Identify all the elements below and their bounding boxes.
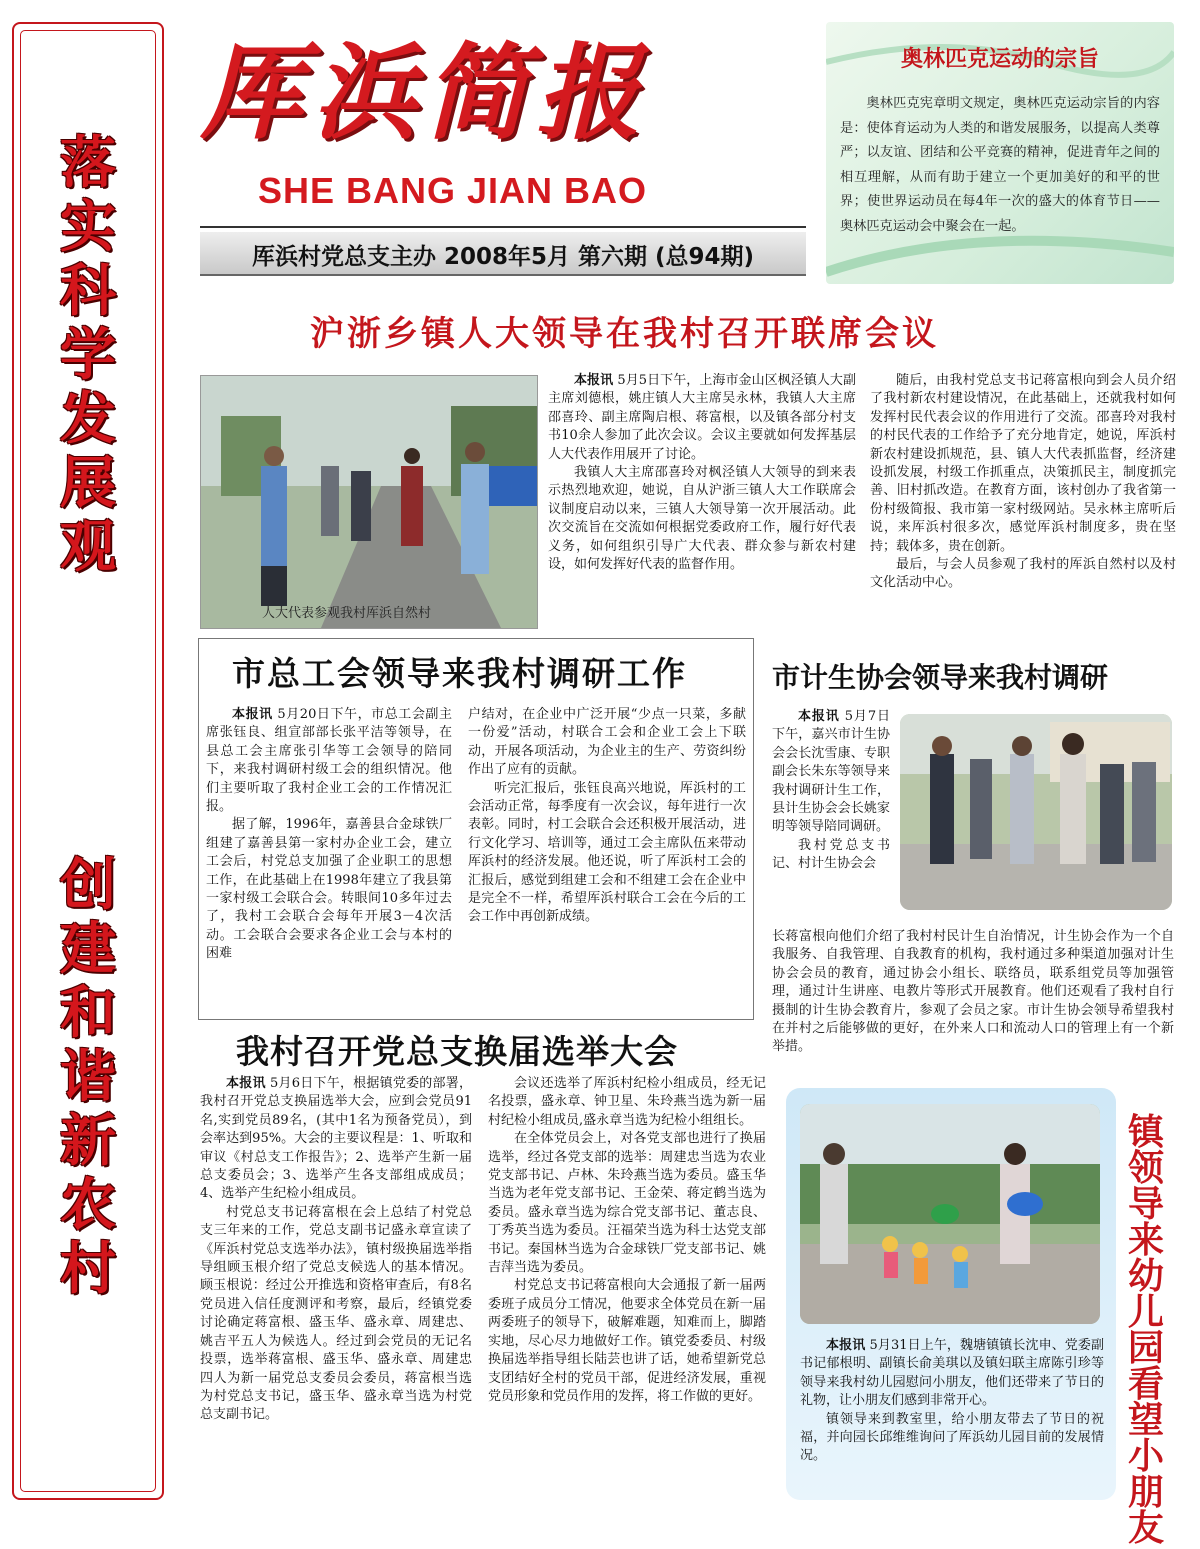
- article2-col1: [206, 706, 452, 964]
- article2-col1-p1: 5月20日下午，市总工会副主席张钰良、组宣部部长张平洁等领导，在县总工会主席张引华等工会领导的陪同下，来我村调研村级工会的组织情况。他们主要听取了我村企业工会的工作情况汇报。: [206, 707, 452, 815]
- article3-full-p: 长蒋富根向他们介绍了我村村民计生自治情况，计生协会作为一个自我服务、自我管理、自我教育的机构，我村通过多种渠道加强对计生协会会员的教育，通过协会小组长、联络员，联系组党员等加强管理，通过计生讲座、电教片等形式开展教育。他们还观看了我村自行摄制的计生协会教育片，参观了会员之家。市计生协会领导希望我村在并村之后能够做的更好，在外来人口和流动人口的管理上有一个新举措。: [772, 929, 1174, 1055]
- article5-lead: 本报讯: [826, 1338, 866, 1353]
- article4-headline: 我村召开党总支换届选举大会: [236, 1032, 678, 1071]
- masthead-pinyin: SHE BANG JIAN BAO: [258, 170, 648, 211]
- article3-left-text: [772, 708, 890, 874]
- article4-lead: 本报讯: [226, 1076, 266, 1091]
- article5-headline: 镇 领 导 来 幼 儿 园 看 望 小 朋 友: [1127, 1112, 1164, 1549]
- article1-photo-caption: 人大代表参观我村厍浜自然村: [262, 606, 432, 621]
- masthead-rule: [200, 226, 806, 228]
- article2-col2: [468, 706, 746, 927]
- article1-col2-p1: 随后，由我村党总支书记蒋富根向到会人员介绍了我村新农村建设情况，在此基础上，还就我村如何发挥村民代表会议的作用进行了交流。邵喜玲对我村的村民代表的工作给予了充分地肯定，她说，厍浜村新农村建设抓规范，县、镇人大代表抓监督，经济建设抓发展，村级工作抓重点，决策抓民主，制度抓完善、旧村抓改造。在教育方面，该村创办了我省第一份村级简报、我市第一家村级网站。吴永林主席听后说，来厍浜村很多次，感觉厍浜村制度多，贵在坚持；载体多，贵在创新。: [870, 373, 1176, 554]
- article1-photo: [200, 375, 538, 629]
- article1-col2: [870, 372, 1176, 593]
- article1-col2-p2: 最后，与会人员参观了我村的厍浜自然村以及村文化活动中心。: [870, 557, 1176, 591]
- article4-col1-p1: 5月6日下午，根据镇党委的部署，我村召开党总支换届选举大会，应到会党员91名,实到党员89名，(其中1名为预备党员），到会率达到95%。大会的主要议程是：1、听取和审议《村总支工作报告》；2、选举产生新一届总支委员会；3、选举产生各支部组成成员；4、选举产生纪检小组成员。: [200, 1076, 472, 1202]
- slogan-2: 创 建 和 谐 新 农 村: [60, 853, 116, 1302]
- issue-info: 厍浜村党总支主办 2008年5月 第六期 (总94期): [251, 244, 755, 270]
- article1-col1-p1: 5月5日下午，上海市金山区枫泾镇人大副主席刘德根，姚庄镇人大主席吴永林，我镇人大主席邵喜玲、副主席陶启根、蒋富根，以及镇各部分村支书10余人参加了此次会议。会议主要就如何发挥基层人大代表作用展开了讨论。: [548, 373, 856, 462]
- article4-col2-p2: 在全体党员会上，对各党支部也进行了换届选举，经过各党支部的选举：周建忠当选为农业党支部书记、卢林、朱玲燕当选为委员。盛玉华当选为老年党支部书记、王金荣、蒋定鹤当选为委员。盛永章当选为综合党支部书记、董志良、丁秀英当选为委员。汪福荣当选为科士达党支部书记。秦国林当选为合金球铁厂党支部书记、姚吉萍当选为委员。: [488, 1131, 766, 1276]
- article5-p2: 镇领导来到教室里，给小朋友带去了节日的祝福，并向园长邱维维询问了厍浜幼儿园目前的发展情况。: [800, 1411, 1104, 1464]
- article3-lead: 本报讯: [798, 709, 840, 724]
- vertical-slogan-banner: [12, 22, 164, 1500]
- article4-col1: [200, 1075, 472, 1425]
- masthead-title: 厍浜简报: [200, 31, 649, 154]
- article5-text: [800, 1337, 1104, 1466]
- article2-col1-p2: 据了解，1996年，嘉善县合金球铁厂组建了嘉善县第一家村办企业工会，建立工会后，村党总支加强了企业职工的思想工作，在此基础上在1998年建立了我县第一家村级工会联合会。转眼间10多年过去了，我村工会联合会每年开展3－4次活动。工会联合会要求各企业工会与本村的困难: [206, 817, 452, 962]
- olympic-sidebar: [826, 22, 1174, 284]
- issue-bar: [200, 232, 806, 276]
- article5-p1: 5月31日上午，魏塘镇镇长沈申、党委副书记郁根明、副镇长俞美琪以及镇妇联主席陈引珍等领导来我村幼儿园慰问小朋友，他们还带来了节日的礼物，让小朋友们感到非常开心。: [800, 1338, 1104, 1409]
- article3-full-text: [772, 928, 1174, 1057]
- olympic-title: 奥林匹克运动的宗旨: [900, 47, 1099, 72]
- olympic-body: 奥林匹克宪章明文规定，奥林匹克运动宗旨的内容是：使体育运动为人类的和谐发展服务，以提高人类尊严；以友谊、团结和公平竞赛的精神，促进青年之间的相互理解，从而有助于建立一个更加美好的和平的世界；使世界运动员在每4年一次的盛大的体育节日——奥林匹克运动会中聚会在一起。: [840, 96, 1160, 234]
- article4-col1-p2: 村党总支书记蒋富根在会上总结了村党总支三年来的工作，党总支副书记盛永章宣读了《厍浜村党总支选举办法》，镇村级换届选举指导组顾玉根介绍了党总支候选人的基本情况。顾玉根说：经过公开推选和资格审查后，有8名党员进入信任度测评和考察，最后，经镇党委讨论确定蒋富根、盛玉华、盛永章、周建忠、姚吉平五人为候选人。经过到会党员的无记名投票，选举蒋富根、盛玉华、盛永章、周建忠四人为新一届党总支委员会委员，蒋富根当选为村党总支书记，盛玉华、盛永章当选为村党总支副书记。: [200, 1204, 472, 1423]
- article2-headline: 市总工会领导来我村调研工作: [232, 654, 687, 693]
- article3-photo: [900, 714, 1172, 910]
- article1-col1-p2: 我镇人大主席邵喜玲对枫泾镇人大领导的到来表示热烈地欢迎，她说，自从沪浙三镇人大工作联席会议制度启动以来，三镇人大领导第一次开展活动。此次交流旨在交流如何根据党委政府工作，履行好代表义务，如何组织引导广大代表、群众参与新农村建设，如何发挥好代表的监督作用。: [548, 465, 856, 573]
- article3-left-p1: 5月7日下午，嘉兴市计生协会会长沈雪康、专职副会长朱东等领导来我村调研计生工作，县计生协会会长姚家明等领导陪同调研。: [772, 709, 890, 835]
- article1-lead: 本报讯: [574, 373, 614, 388]
- article4-col2-p3: 村党总支书记蒋富根向大会通报了新一届两委班子成员分工情况，他要求全体党员在新一届两委班子的领导下，破解难题，知难而上，脚踏实地，尽心尽力地做好工作。镇党委委员、村级换届选举指导组长陆芸也讲了话，她希望新党总支团结好全村的党员干部，促进经济发展，重视党员形象和党员作用的发挥，将工作做的更好。: [488, 1278, 766, 1404]
- article1-headline: 沪浙乡镇人大领导在我村召开联席会议: [310, 314, 939, 354]
- article3-left-p2: 我村党总支书记、村计生协会会: [772, 837, 890, 872]
- article2-col2-p2: 听完汇报后，张钰良高兴地说，厍浜村的工会活动正常，每季度有一次会议，每年进行一次表彰。同时，村工会联合会还积极开展活动，进行文化学习、培训等，通过工会主席队伍来带动厍浜村的经济发展。他还说，听了厍浜村工会的汇报后，感觉到组建工会和不组建工会在企业中是完全不一样，希望厍浜村联合工会在今后的工会工作中再创新成绩。: [468, 780, 746, 925]
- slogan-1: 落 实 科 学 发 展 观: [60, 131, 116, 580]
- article5-photo: [800, 1104, 1100, 1324]
- article1-col1: [548, 372, 856, 574]
- article4-col2-p1: 会议还选举了厍浜村纪检小组成员，经无记名投票，盛永章、钟卫星、朱玲燕当选为新一届村纪检小组成员,盛永章当选为纪检小组组长。: [488, 1076, 766, 1128]
- article4-col2: [488, 1075, 766, 1406]
- article2-col2-p1: 户结对，在企业中广泛开展“少点一只菜，多献一份爱”活动，村联合工会和企业工会上下联动，开展各项活动，为企业主的生产、劳资纠纷作出了应有的贡献。: [468, 707, 746, 778]
- article2-lead: 本报讯: [232, 707, 273, 722]
- article3-headline: 市计生协会领导来我村调研: [772, 661, 1109, 694]
